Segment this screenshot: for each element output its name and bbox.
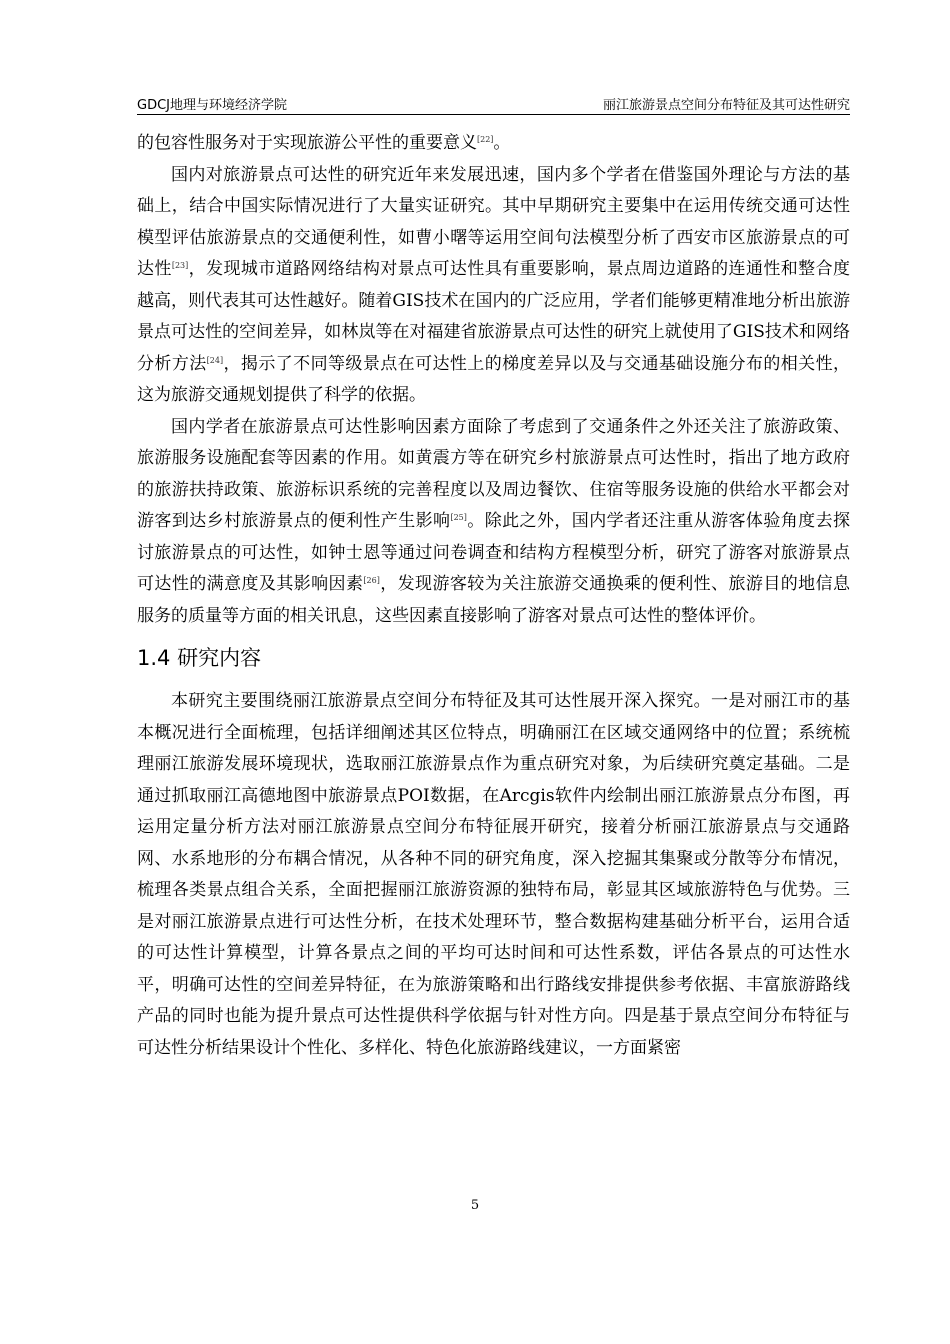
citation-25: [25]	[450, 513, 467, 522]
section-heading: 1.4 研究内容	[137, 646, 262, 670]
page-number: 5	[470, 1198, 480, 1213]
citation-26: [26]	[363, 576, 380, 585]
header-paper-title: 丽江旅游景点空间分布特征及其可达性研究	[602, 98, 850, 113]
paragraph-influencing-factors: 国内学者在旅游景点可达性影响因素方面除了考虑到了交通条件之外还关注了旅游政策、旅游服务设施配套等因素的作用。如黄震方等在研究乡村旅游景点可达性时，指出了地方政府的旅游扶持政策、旅游标识系统的完善程度以及周边餐饮、住宿等服务设施的供给水平都会对游客到达乡村旅游景点的便利性产生影响[25]。除此之外，国内学者还注重从游客体验角度去探讨旅游景点的可达性，如钟士恩等通过问卷调查和结构方程模型分析，研究了游客对旅游景点可达性的满意度及其影响因素[26]，发现游客较为关注旅游交通换乘的便利性、旅游目的地信息服务的质量等方面的相关讯息，这些因素直接影响了游客对景点可达性的整体评价。	[137, 416, 851, 626]
paragraph-domestic-research: 国内对旅游景点可达性的研究近年来发展迅速，国内多个学者在借鉴国外理论与方法的基础上，结合中国实际情况进行了大量实证研究。其中早期研究主要集中在运用传统交通可达性模型评估旅游景点的交通便利性，如曹小曙等运用空间句法模型分析了西安市区旅游景点的可达性[23]，发现城市道路网络结构对景点可达性具有重要影响，景点周边道路的连通性和整合度越高，则代表其可达性越好。随着GIS技术在国内的广泛应用，学者们能够更精准地分析出旅游景点可达性的空间差异，如林岚等在对福建省旅游景点可达性的研究上就使用了GIS技术和网络分析方法[24]，揭示了不同等级景点在可达性上的梯度差异以及与交通基础设施分布的相关性，这为旅游交通规划提供了科学的依据。	[137, 164, 851, 405]
paragraph-research-content: 本研究主要围绕丽江旅游景点空间分布特征及其可达性展开深入探究。一是对丽江市的基本概况进行全面梳理，包括详细阐述其区位特点，明确丽江在区域交通网络中的位置；系统梳理丽江旅游发展环境现状，选取丽江旅游景点作为重点研究对象，为后续研究奠定基础。二是通过抓取丽江高德地图中旅游景点POI数据，在Arcgis软件内绘制出丽江旅游景点分布图，再运用定量分析方法对丽江旅游景点空间分布特征展开研究，接着分析丽江旅游景点与交通路网、水系地形的分布耦合情况，从各种不同的研究角度，深入挖掘其集聚或分散等分布情况，梳理各类景点组合关系，全面把握丽江旅游资源的独特布局，彰显其区域旅游特色与优势。三是对丽江旅游景点进行可达性分析，在技术处理环节，整合数据构建基础分析平台，运用合适的可达性计算模型，计算各景点之间的平均可达时间和可达性系数，评估各景点的可达性水平，明确可达性的空间差异特征，在为旅游策略和出行路线安排提供参考依据、丰富旅游路线产品的同时也能为提升景点可达性提供科学依据与针对性方向。四是基于景点空间分布特征与可达性分析结果设计个性化、多样化、特色化旅游路线建议，一方面紧密	[137, 691, 850, 1058]
citation-24: [24]	[206, 355, 224, 365]
header-institution: GDCJ地理与环境经济学院	[137, 98, 287, 113]
citation-22: [22]	[477, 135, 494, 144]
page-body	[137, 128, 850, 1064]
page-header	[137, 92, 850, 115]
paragraph-continuation: 的包容性服务对于实现旅游公平性的重要意义[22]。	[137, 133, 511, 153]
citation-23: [23]	[171, 261, 189, 270]
